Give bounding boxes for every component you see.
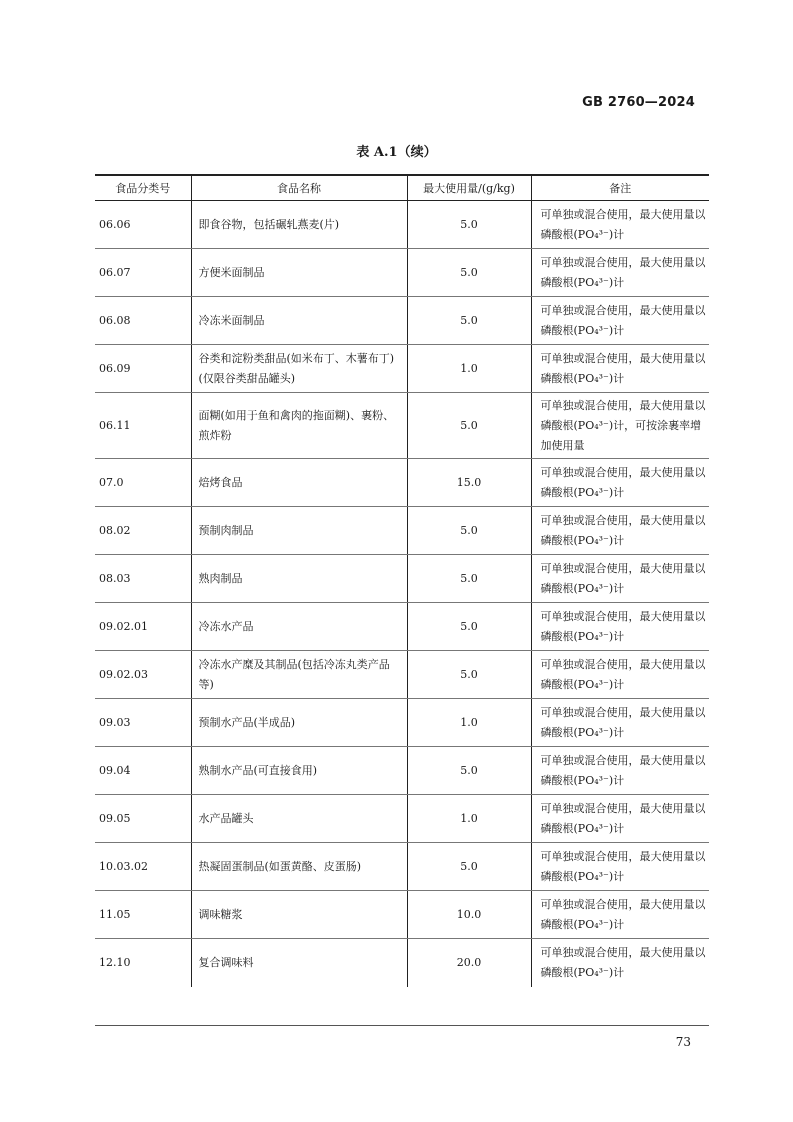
food-category-code: 09.02.01 xyxy=(95,603,191,651)
food-category-code: 09.04 xyxy=(95,747,191,795)
max-usage-value: 10.0 xyxy=(407,891,531,939)
max-usage-value: 20.0 xyxy=(407,939,531,987)
food-category-code: 08.02 xyxy=(95,507,191,555)
food-name: 热凝固蛋制品(如蛋黄酪、皮蛋肠) xyxy=(191,843,407,891)
remarks: 可单独或混合使用，最大使用量以磷酸根(PO₄³⁻)计 xyxy=(531,459,709,507)
max-usage-value: 1.0 xyxy=(407,345,531,393)
food-name: 方便米面制品 xyxy=(191,249,407,297)
table-row xyxy=(95,297,709,345)
food-additive-table xyxy=(95,174,709,987)
food-name: 熟制水产品(可直接食用) xyxy=(191,747,407,795)
max-usage-value: 5.0 xyxy=(407,603,531,651)
table-row xyxy=(95,201,709,249)
remarks: 可单独或混合使用，最大使用量以磷酸根(PO₄³⁻)计 xyxy=(531,843,709,891)
food-name: 调味糖浆 xyxy=(191,891,407,939)
food-category-code: 06.09 xyxy=(95,345,191,393)
max-usage-value: 1.0 xyxy=(407,699,531,747)
remarks: 可单独或混合使用，最大使用量以磷酸根(PO₄³⁻)计 xyxy=(531,555,709,603)
footer-divider xyxy=(95,1025,709,1026)
column-header-max-usage: 最大使用量/(g/kg) xyxy=(407,175,531,201)
food-category-code: 06.06 xyxy=(95,201,191,249)
max-usage-value: 5.0 xyxy=(407,201,531,249)
food-category-code: 09.02.03 xyxy=(95,651,191,699)
food-category-code: 12.10 xyxy=(95,939,191,987)
food-category-code: 06.11 xyxy=(95,393,191,459)
max-usage-value: 5.0 xyxy=(407,249,531,297)
food-name: 焙烤食品 xyxy=(191,459,407,507)
food-name: 冷冻水产糜及其制品(包括冷冻丸类产品等) xyxy=(191,651,407,699)
remarks: 可单独或混合使用，最大使用量以磷酸根(PO₄³⁻)计 xyxy=(531,651,709,699)
food-category-code: 10.03.02 xyxy=(95,843,191,891)
table-row xyxy=(95,651,709,699)
table-header-row xyxy=(95,175,709,201)
table-row xyxy=(95,249,709,297)
table-body xyxy=(95,201,709,987)
column-header-code: 食品分类号 xyxy=(95,175,191,201)
table-row xyxy=(95,459,709,507)
food-additive-table-container xyxy=(95,174,709,987)
food-name: 复合调味料 xyxy=(191,939,407,987)
table-row xyxy=(95,345,709,393)
remarks: 可单独或混合使用，最大使用量以磷酸根(PO₄³⁻)计 xyxy=(531,699,709,747)
table-row xyxy=(95,393,709,459)
remarks: 可单独或混合使用，最大使用量以磷酸根(PO₄³⁻)计 xyxy=(531,747,709,795)
remarks: 可单独或混合使用，最大使用量以磷酸根(PO₄³⁻)计 xyxy=(531,297,709,345)
max-usage-value: 5.0 xyxy=(407,651,531,699)
max-usage-value: 1.0 xyxy=(407,795,531,843)
food-category-code: 07.0 xyxy=(95,459,191,507)
food-name: 预制肉制品 xyxy=(191,507,407,555)
table-row xyxy=(95,843,709,891)
table-row xyxy=(95,747,709,795)
remarks: 可单独或混合使用，最大使用量以磷酸根(PO₄³⁻)计 xyxy=(531,249,709,297)
table-row xyxy=(95,507,709,555)
page-number: 73 xyxy=(675,1035,691,1049)
remarks: 可单独或混合使用，最大使用量以磷酸根(PO₄³⁻)计 xyxy=(531,507,709,555)
max-usage-value: 5.0 xyxy=(407,507,531,555)
max-usage-value: 5.0 xyxy=(407,555,531,603)
food-name: 冷冻水产品 xyxy=(191,603,407,651)
food-name: 熟肉制品 xyxy=(191,555,407,603)
remarks: 可单独或混合使用，最大使用量以磷酸根(PO₄³⁻)计 xyxy=(531,795,709,843)
remarks: 可单独或混合使用，最大使用量以磷酸根(PO₄³⁻)计 xyxy=(531,201,709,249)
table-row xyxy=(95,555,709,603)
food-category-code: 08.03 xyxy=(95,555,191,603)
food-category-code: 09.05 xyxy=(95,795,191,843)
remarks: 可单独或混合使用，最大使用量以磷酸根(PO₄³⁻)计 xyxy=(531,603,709,651)
max-usage-value: 5.0 xyxy=(407,747,531,795)
table-row xyxy=(95,891,709,939)
column-header-name: 食品名称 xyxy=(191,175,407,201)
table-row xyxy=(95,939,709,987)
food-name: 谷类和淀粉类甜品(如米布丁、木薯布丁)(仅限谷类甜品罐头) xyxy=(191,345,407,393)
food-name: 即食谷物，包括碾轧燕麦(片) xyxy=(191,201,407,249)
remarks: 可单独或混合使用，最大使用量以磷酸根(PO₄³⁻)计 xyxy=(531,891,709,939)
max-usage-value: 5.0 xyxy=(407,393,531,459)
food-name: 预制水产品(半成品) xyxy=(191,699,407,747)
table-row xyxy=(95,795,709,843)
max-usage-value: 15.0 xyxy=(407,459,531,507)
food-name: 冷冻米面制品 xyxy=(191,297,407,345)
remarks: 可单独或混合使用，最大使用量以磷酸根(PO₄³⁻)计 xyxy=(531,345,709,393)
food-category-code: 11.05 xyxy=(95,891,191,939)
food-category-code: 09.03 xyxy=(95,699,191,747)
remarks: 可单独或混合使用，最大使用量以磷酸根(PO₄³⁻)计，可按涂裹率增加使用量 xyxy=(531,393,709,459)
food-name: 水产品罐头 xyxy=(191,795,407,843)
food-category-code: 06.07 xyxy=(95,249,191,297)
remarks: 可单独或混合使用，最大使用量以磷酸根(PO₄³⁻)计 xyxy=(531,939,709,987)
standard-code: GB 2760—2024 xyxy=(582,95,695,110)
food-category-code: 06.08 xyxy=(95,297,191,345)
max-usage-value: 5.0 xyxy=(407,297,531,345)
column-header-remarks: 备注 xyxy=(531,175,709,201)
table-title: 表 A.1（续） xyxy=(356,145,437,160)
table-row xyxy=(95,699,709,747)
table-row xyxy=(95,603,709,651)
food-name: 面糊(如用于鱼和禽肉的拖面糊)、裹粉、煎炸粉 xyxy=(191,393,407,459)
max-usage-value: 5.0 xyxy=(407,843,531,891)
